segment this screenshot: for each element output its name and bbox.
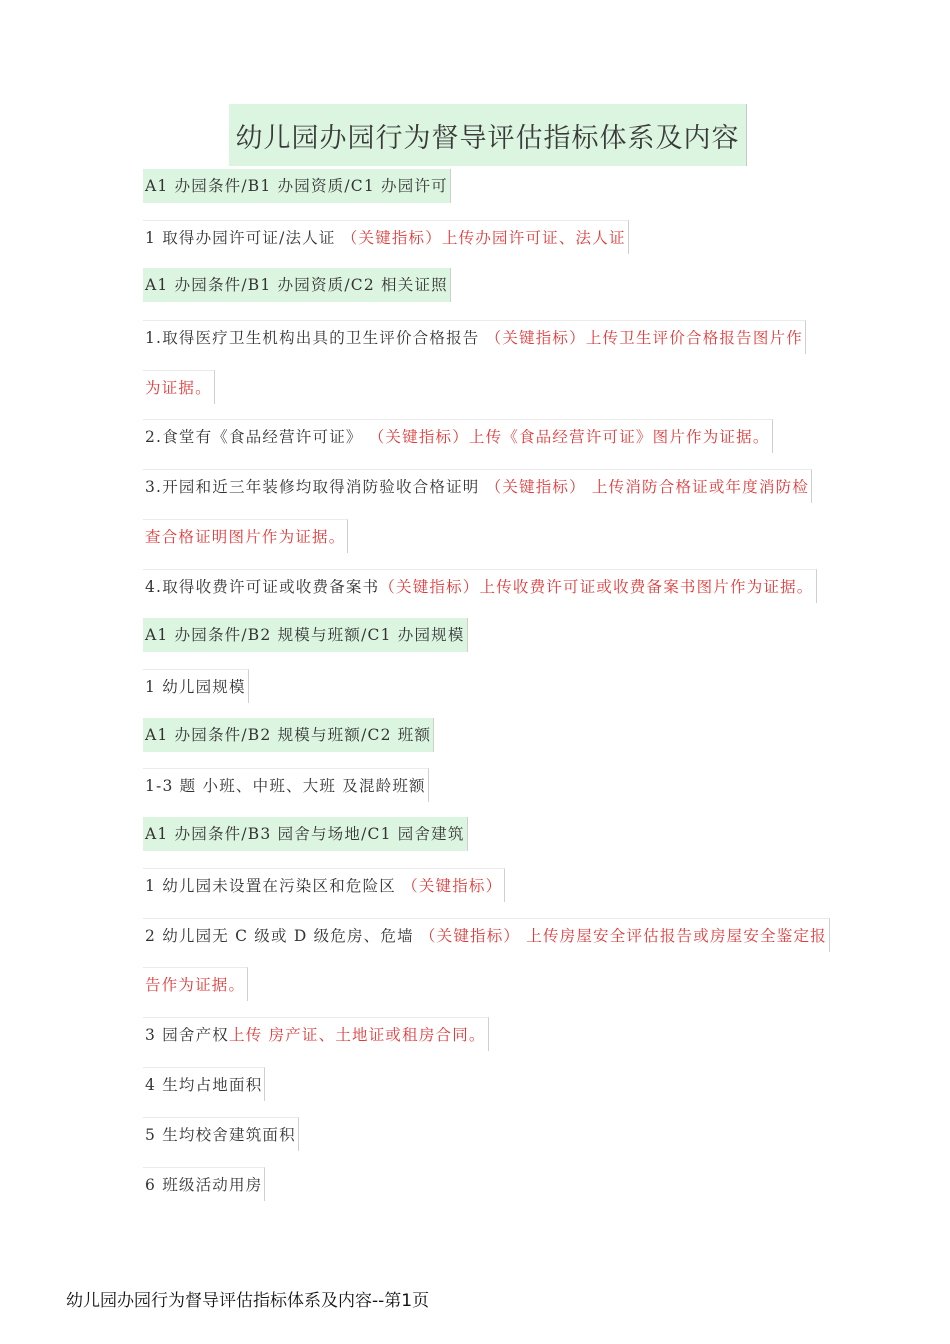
list-item: 1.取得医疗卫生机构出具的卫生评价合格报告 （关键指标）上传卫生评价合格报告图片作 — [143, 320, 806, 354]
section-heading: A1 办园条件/B1 办园资质/C2 相关证照 — [143, 268, 451, 302]
list-item: 1-3 题 小班、中班、大班 及混龄班额 — [143, 768, 429, 802]
section-heading: A1 办园条件/B3 园舍与场地/C1 园舍建筑 — [143, 817, 468, 851]
section-heading: A1 办园条件/B2 规模与班额/C2 班额 — [143, 718, 434, 752]
section-heading: A1 办园条件/B1 办园资质/C1 办园许可 — [143, 169, 451, 203]
list-item: 4.取得收费许可证或收费备案书（关键指标）上传收费许可证或收费备案书图片作为证据。 — [143, 569, 817, 603]
list-item: 查合格证明图片作为证据。 — [143, 519, 348, 553]
list-item: 3 园舍产权上传 房产证、土地证或租房合同。 — [143, 1017, 489, 1051]
section-heading: A1 办园条件/B2 规模与班额/C1 办园规模 — [143, 618, 468, 652]
list-item: 4 生均占地面积 — [143, 1067, 265, 1101]
list-item: 2.食堂有《食品经营许可证》 （关键指标）上传《食品经营许可证》图片作为证据。 — [143, 419, 773, 453]
list-item: 1 幼儿园未设置在污染区和危险区 （关键指标） — [143, 868, 505, 902]
page-title: 幼儿园办园行为督导评估指标体系及内容 — [229, 104, 747, 166]
page-footer: 幼儿园办园行为督导评估指标体系及内容--第1页 — [66, 1291, 430, 1311]
list-item: 2 幼儿园无 C 级或 D 级危房、危墙 （关键指标） 上传房屋安全评估报告或房屋安全鉴定报 — [143, 918, 830, 952]
list-item: 3.开园和近三年装修均取得消防验收合格证明 （关键指标） 上传消防合格证或年度消防检 — [143, 469, 812, 503]
list-item: 1 取得办园许可证/法人证 （关键指标）上传办园许可证、法人证 — [143, 220, 629, 254]
list-item: 告作为证据。 — [143, 967, 248, 1001]
list-item: 6 班级活动用房 — [143, 1167, 265, 1201]
list-item: 5 生均校舍建筑面积 — [143, 1117, 299, 1151]
list-item: 1 幼儿园规模 — [143, 669, 249, 703]
list-item: 为证据。 — [143, 370, 215, 404]
